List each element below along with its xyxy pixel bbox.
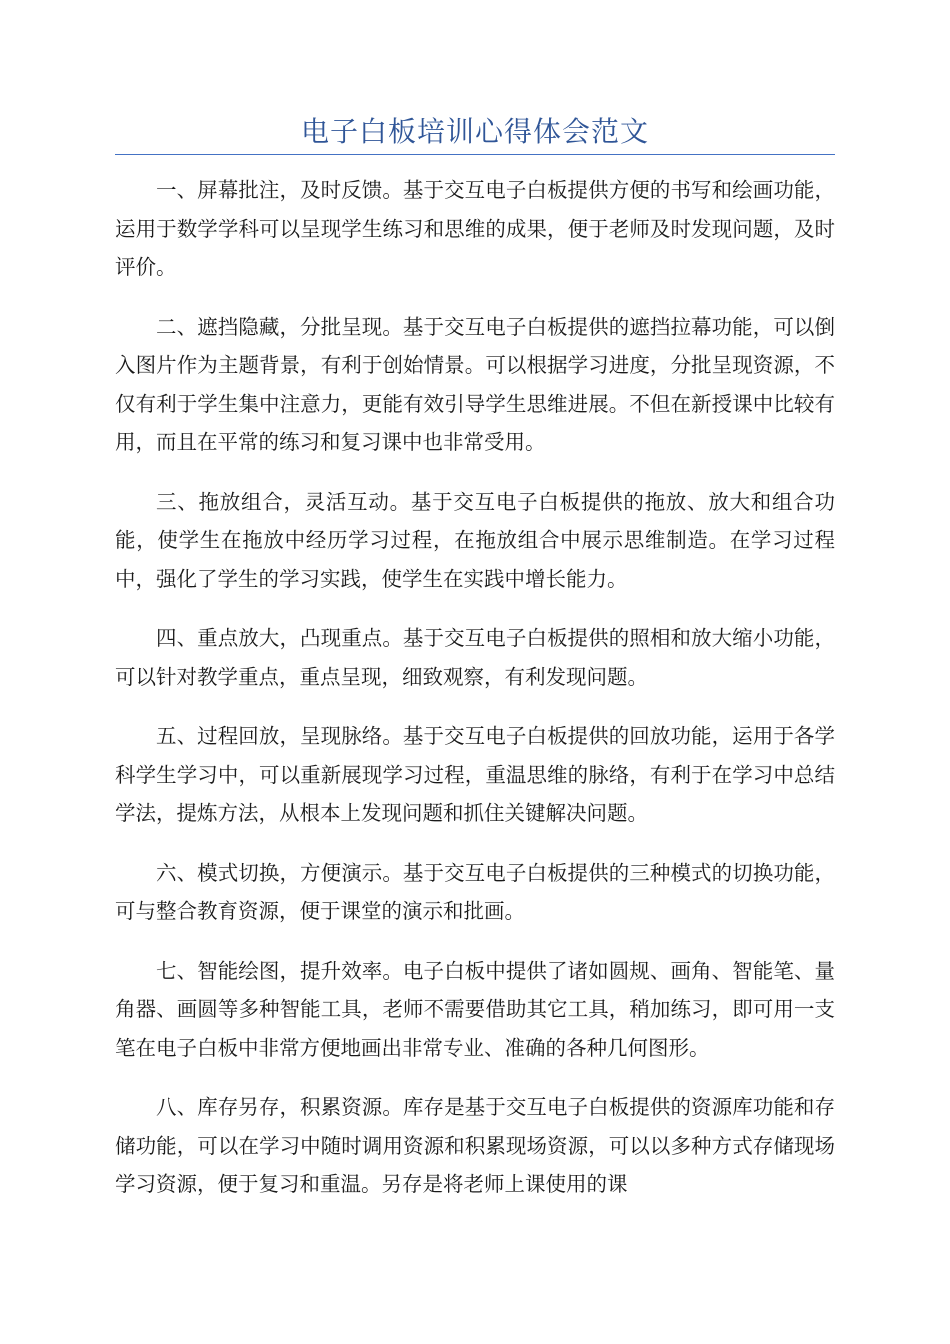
paragraph-4: 四、重点放大，凸现重点。基于交互电子白板提供的照相和放大缩小功能，可以针对教学重点，重点呈现，细致观察，有利发现问题。 <box>115 626 835 689</box>
document-body <box>115 171 835 1225</box>
paragraph-2: 二、遮挡隐藏，分批呈现。基于交互电子白板提供的遮挡拉幕功能，可以倒入图片作为主题背景，有利于创始情景。可以根据学习进度，分批呈现资源，不仅有利于学生集中注意力，更能有效引导学生思维进展。不但在新授课中比较有用，而且在平常的练习和复习课中也非常受用。 <box>115 314 835 454</box>
paragraph-7: 七、智能绘图，提升效率。电子白板中提供了诸如圆规、画角、智能笔、量角器、画圆等多种智能工具，老师不需要借助其它工具，稍加练习，即可用一支笔在电子白板中非常方便地画出非常专业、准确的各种几何图形。 <box>115 958 835 1060</box>
document-title: 电子白板培训心得体会范文 <box>300 115 649 148</box>
paragraph-8: 八、库存另存，积累资源。库存是基于交互电子白板提供的资源库功能和存储功能，可以在学习中随时调用资源和积累现场资源，可以以多种方式存储现场学习资源，便于复习和重温。另存是将老师上课使用的课 <box>115 1095 835 1196</box>
paragraph-3: 三、拖放组合，灵活互动。基于交互电子白板提供的拖放、放大和组合功能，使学生在拖放中经历学习过程，在拖放组合中展示思维制造。在学习过程中，强化了学生的学习实践，使学生在实践中增长能力。 <box>115 489 835 591</box>
paragraph-1: 一、屏幕批注，及时反馈。基于交互电子白板提供方便的书写和绘画功能，运用于数学学科可以呈现学生练习和思维的成果，便于老师及时发现问题，及时评价。 <box>115 178 835 279</box>
paragraph-5: 五、过程回放，呈现脉络。基于交互电子白板提供的回放功能，运用于各学科学生学习中，可以重新展现学习过程，重温思维的脉络，有利于在学习中总结学法，提炼方法，从根本上发现问题和抓住关键解决问题。 <box>115 724 835 825</box>
paragraph-6: 六、模式切换，方便演示。基于交互电子白板提供的三种模式的切换功能，可与整合教育资源，便于课堂的演示和批画。 <box>115 860 835 923</box>
title-underline <box>115 154 835 155</box>
